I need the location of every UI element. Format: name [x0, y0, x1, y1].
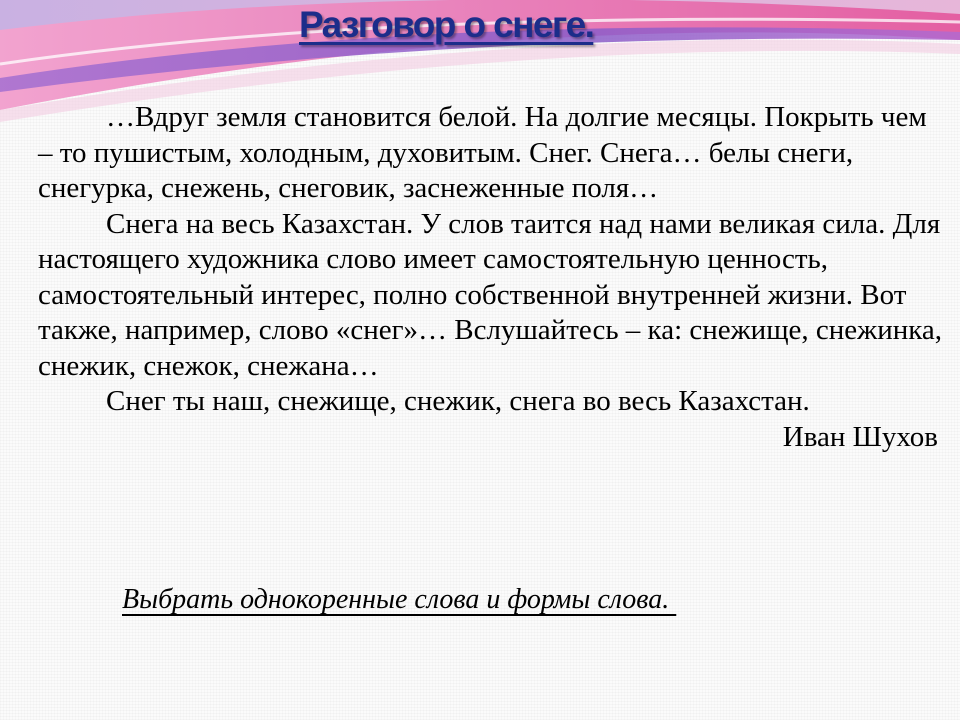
paragraph-2: Снега на весь Казахстан. У слов таится над нами великая сила. Для настоящего художника слово имеет самостоятельную ценность, самостоятельный интерес, полно собственной внутренней жизни. Вот также, например, слово «снег»… Вслушайтесь – ка: снежище, снежинка, снежик, снежок, снежана…: [38, 207, 943, 382]
task-instruction: Выбрать однокоренные слова и формы слова.: [122, 584, 677, 615]
paragraph-1: …Вдруг земля становится белой. На долгие месяцы. Покрыть чем – то пушистым, холодным, духовитым. Снег. Снега… белы снеги, снегурка, снежень, снеговик, заснеженные поля…: [38, 101, 927, 204]
excerpt-text: [38, 100, 948, 455]
paragraph-3: Снег ты наш, снежище, снежик, снега во весь Казахстан.: [106, 385, 810, 417]
slide-title: Разговор о снеге.: [299, 4, 594, 45]
author-name: Иван Шухов: [782, 420, 938, 453]
